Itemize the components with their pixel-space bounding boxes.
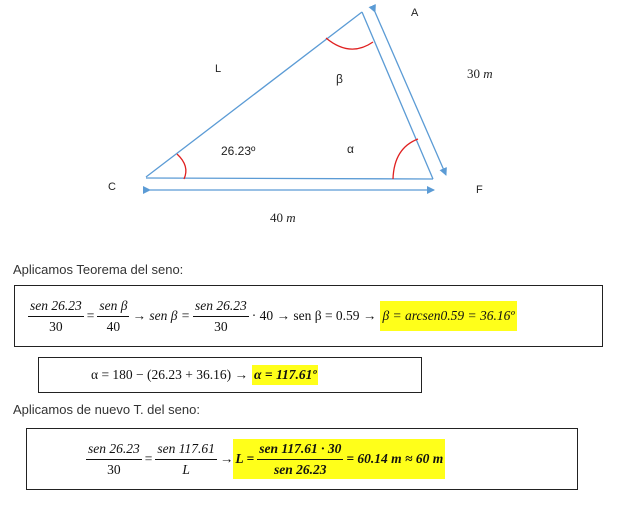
fraction-denominator: 30 [107, 461, 121, 477]
beta-result-highlight [380, 301, 516, 331]
sine-law-equation-1 [25, 292, 517, 340]
triangle-diagram [0, 0, 644, 240]
fraction-numerator: sen 117.61 [155, 441, 217, 460]
fraction-denominator: 40 [106, 318, 121, 334]
alpha-box [38, 357, 422, 393]
equals-sign: = [86, 308, 95, 323]
section3-heading: Aplicamos de nuevo T. del seno: [13, 402, 200, 417]
side-l-label: L [215, 63, 222, 75]
side-cf-length [270, 210, 296, 226]
l-result-highlight [233, 439, 445, 479]
vertex-a-label: A [411, 7, 419, 19]
alpha-result-highlight [252, 365, 318, 385]
fraction-denominator: 30 [49, 318, 63, 334]
dimension-arrow-af [375, 12, 446, 175]
fraction-numerator: sen 26.23 [86, 441, 142, 460]
angle-alpha-label: α [347, 142, 354, 156]
sine-law-box-1 [14, 285, 603, 347]
fraction-denominator: sen 26.23 [274, 461, 327, 477]
alpha-result: α = 117.61º [254, 367, 317, 382]
fraction-numerator: sen 26.23 [193, 298, 249, 317]
fraction-denominator: 30 [214, 318, 228, 334]
fraction-denominator: L [182, 461, 190, 477]
angle-arc-f [393, 139, 418, 179]
equals-sign: = [144, 451, 153, 466]
angle-beta-label: β [336, 72, 343, 86]
fraction-sen-alpha-over-l [155, 441, 217, 478]
fraction-l-result [257, 441, 343, 478]
angle-arc-a [326, 38, 373, 49]
fraction-sen-beta-over-40 [97, 298, 129, 335]
side-cf [146, 178, 433, 179]
arrow-step: → [219, 451, 234, 466]
arrow-step: → sen β = [132, 308, 190, 323]
side-cf-value: 40 [270, 210, 283, 225]
angle-arc-c [177, 154, 186, 179]
side-af-length [467, 66, 493, 82]
fraction-numerator: sen β [97, 298, 129, 317]
alpha-equation [91, 358, 318, 392]
vertex-c-label: C [108, 181, 116, 193]
vertex-f-label: F [476, 184, 483, 196]
fraction-sen-c-over-30 [86, 441, 142, 478]
fraction-sen-c-over-30 [28, 298, 84, 335]
fraction-numerator: sen 117.61 · 30 [257, 441, 343, 460]
l-result-lhs: L = [235, 451, 255, 466]
computation-step: · 40 → sen β = 0.59 → [251, 308, 377, 323]
fraction-numerator: sen 26.23 [28, 298, 84, 317]
alpha-expression: α = 180 − (26.23 + 36.16) → [91, 367, 249, 382]
beta-result: β = arcsen0.59 = 36.16º [382, 308, 515, 323]
section1-heading: Aplicamos Teorema del seno: [13, 262, 184, 277]
side-cf-unit: m [286, 210, 296, 225]
sine-law-box-2 [26, 428, 578, 490]
side-af [362, 12, 433, 179]
angle-c-label: 26.23º [221, 144, 256, 158]
side-af-value: 30 [467, 66, 480, 81]
sine-law-equation-2 [83, 435, 445, 483]
side-af-unit: m [483, 66, 493, 81]
l-result-rhs: = 60.14 m ≈ 60 m [346, 451, 444, 466]
fraction-sen-c-over-30-b [193, 298, 249, 335]
